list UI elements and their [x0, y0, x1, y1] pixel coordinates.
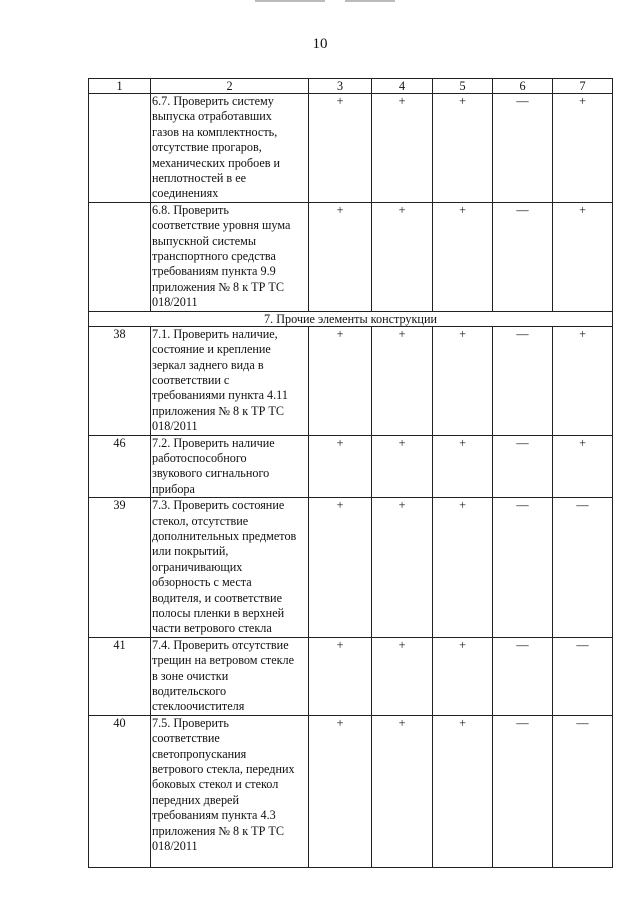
- scan-edge-mark: [345, 0, 395, 2]
- row-number: 41: [89, 637, 151, 715]
- mark-cell: +: [309, 498, 372, 638]
- column-header: 4: [372, 79, 433, 94]
- table-row: [89, 202, 613, 311]
- mark-cell: —: [493, 435, 553, 498]
- section-title: 7. Прочие элементы конструкции: [89, 311, 613, 326]
- table-row: [89, 326, 613, 435]
- row-number: 39: [89, 498, 151, 638]
- section-heading-row: [89, 311, 613, 326]
- mark-cell: —: [493, 715, 553, 867]
- row-number: 46: [89, 435, 151, 498]
- scan-edge-mark: [255, 0, 325, 2]
- mark-cell: +: [309, 326, 372, 435]
- row-description: 6.7. Проверить систему выпуска отработавших газов на комплектность, отсутствие прогаров, механических пробоев и неплотностей в ее соединениях: [151, 94, 309, 203]
- page-number: 10: [312, 36, 328, 52]
- row-description: 6.8. Проверить соответствие уровня шума выпускной системы транспортного средства требованиям пункта 9.9 приложения № 8 к ТР ТС 018/2011: [151, 202, 309, 311]
- mark-cell: —: [553, 498, 613, 638]
- mark-cell: +: [553, 202, 613, 311]
- mark-cell: —: [553, 715, 613, 867]
- checklist-table: [88, 78, 613, 868]
- row-number: [89, 94, 151, 203]
- mark-cell: +: [553, 435, 613, 498]
- mark-cell: +: [372, 202, 433, 311]
- mark-cell: +: [553, 326, 613, 435]
- column-header: 3: [309, 79, 372, 94]
- mark-cell: +: [433, 435, 493, 498]
- mark-cell: +: [372, 715, 433, 867]
- column-header: 2: [151, 79, 309, 94]
- row-description: 7.3. Проверить состояние стекол, отсутствие дополнительных предметов или покрытий, ограничивающих обзорность с места водителя, и соответствие полосы пленки в верхней части ветрового стекла: [151, 498, 309, 638]
- mark-cell: +: [372, 326, 433, 435]
- mark-cell: +: [433, 637, 493, 715]
- mark-cell: +: [372, 435, 433, 498]
- mark-cell: +: [309, 94, 372, 203]
- mark-cell: —: [493, 498, 553, 638]
- mark-cell: +: [433, 94, 493, 203]
- mark-cell: +: [372, 637, 433, 715]
- mark-cell: +: [372, 94, 433, 203]
- row-description: 7.4. Проверить отсутствие трещин на ветровом стекле в зоне очистки водительского стеклоочистителя: [151, 637, 309, 715]
- table-row: [89, 715, 613, 867]
- mark-cell: +: [433, 498, 493, 638]
- mark-cell: —: [493, 326, 553, 435]
- table-row: [89, 94, 613, 203]
- mark-cell: —: [493, 202, 553, 311]
- table-header-row: [89, 79, 613, 94]
- table-row: [89, 498, 613, 638]
- table-row: [89, 435, 613, 498]
- column-header: 7: [553, 79, 613, 94]
- mark-cell: —: [553, 637, 613, 715]
- row-description: 7.1. Проверить наличие, состояние и крепление зеркал заднего вида в соответствии с требованиями пункта 4.11 приложения № 8 к ТР ТС 018/2011: [151, 326, 309, 435]
- column-header: 5: [433, 79, 493, 94]
- column-header: 6: [493, 79, 553, 94]
- mark-cell: +: [309, 715, 372, 867]
- mark-cell: +: [433, 202, 493, 311]
- mark-cell: +: [309, 435, 372, 498]
- mark-cell: +: [309, 202, 372, 311]
- row-number: 38: [89, 326, 151, 435]
- mark-cell: +: [433, 715, 493, 867]
- table-row: [89, 637, 613, 715]
- row-number: 40: [89, 715, 151, 867]
- mark-cell: +: [309, 637, 372, 715]
- mark-cell: —: [493, 94, 553, 203]
- row-description: 7.2. Проверить наличие работоспособного звукового сигнального прибора: [151, 435, 309, 498]
- row-number: [89, 202, 151, 311]
- mark-cell: —: [493, 637, 553, 715]
- mark-cell: +: [372, 498, 433, 638]
- column-header: 1: [89, 79, 151, 94]
- row-description: 7.5. Проверить соответствие светопропускания ветрового стекла, передних боковых стекол и стекол передних дверей требованиям пункта 4.3 приложения № 8 к ТР ТС 018/2011: [151, 715, 309, 867]
- mark-cell: +: [553, 94, 613, 203]
- mark-cell: +: [433, 326, 493, 435]
